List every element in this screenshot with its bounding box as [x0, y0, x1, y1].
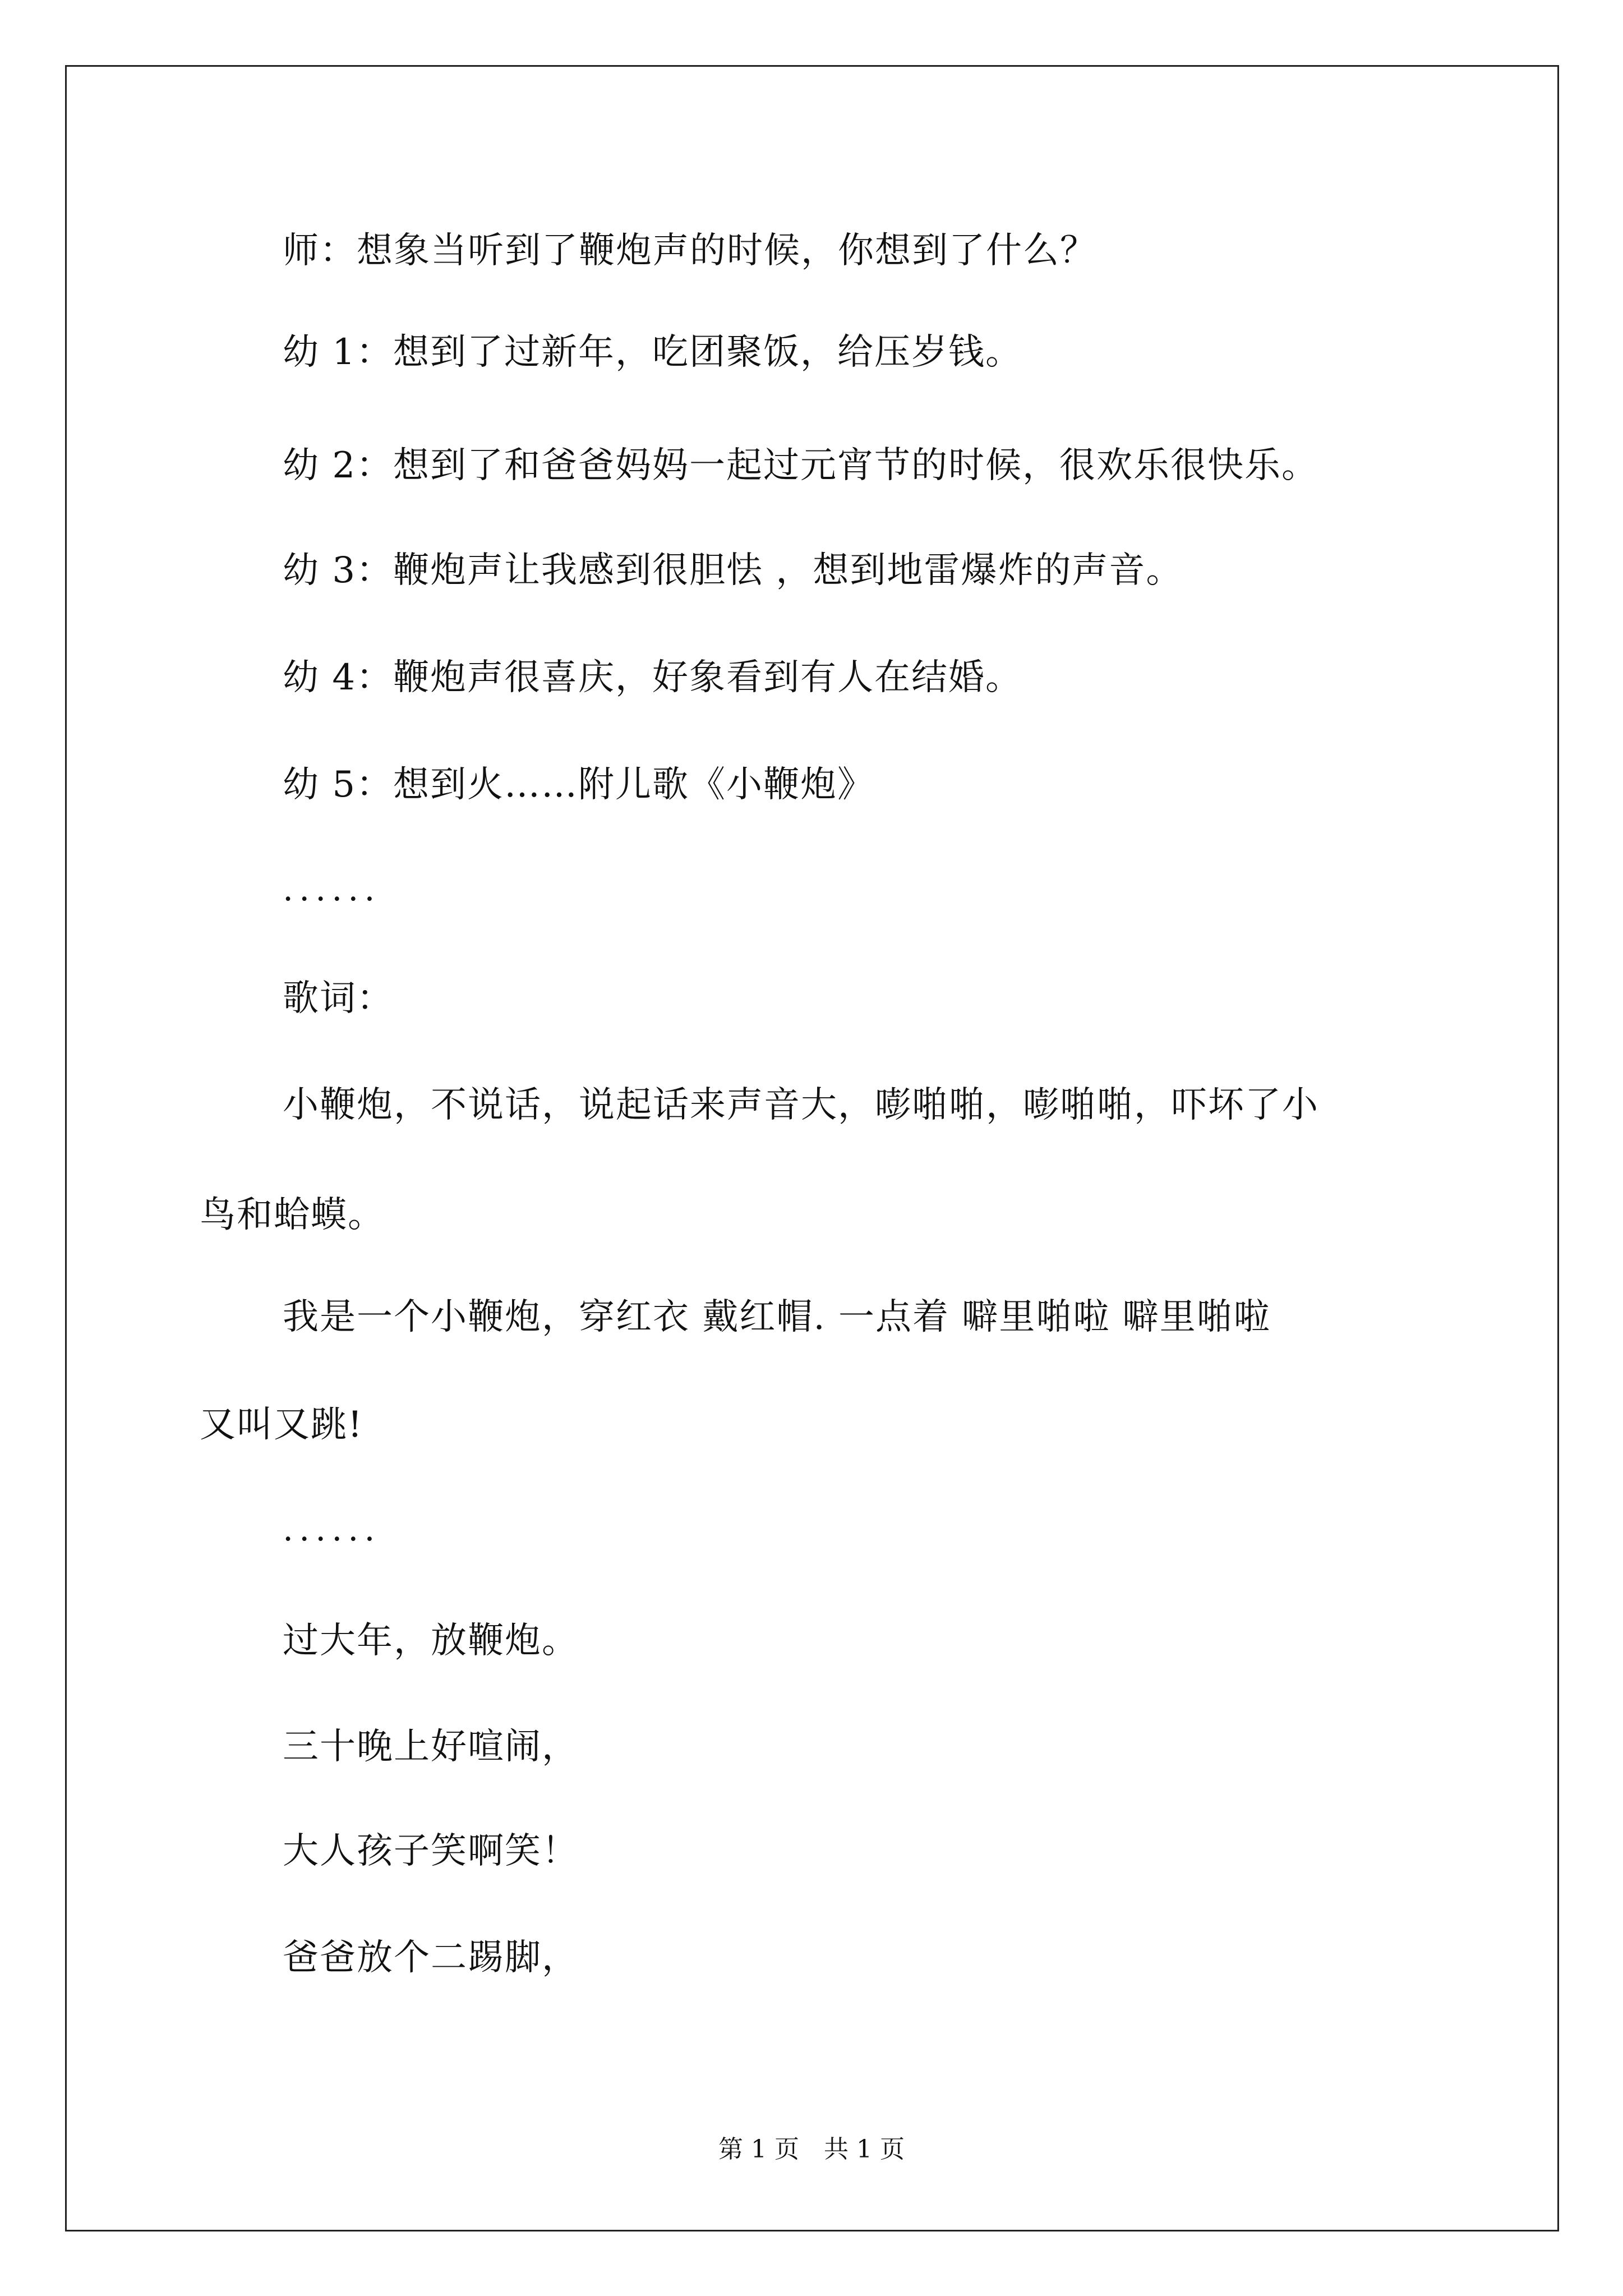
text-line: 鸟和蛤蟆。	[200, 1194, 385, 1236]
ellipsis-line: ......	[283, 1510, 381, 1549]
text-line: 我是一个小鞭炮，穿红衣 戴红帽. 一点着 噼里啪啦 噼里啪啦	[283, 1296, 1271, 1338]
text-line: 幼 1：想到了过新年，吃团聚饭，给压岁钱。	[283, 332, 1023, 373]
text-line: 幼 2：想到了和爸爸妈妈一起过元宵节的时候，很欢乐很快乐。	[283, 445, 1319, 486]
text-line: 幼 4：鞭炮声很喜庆，好象看到有人在结婚。	[283, 657, 1023, 698]
text-line: 又叫又跳!	[200, 1404, 363, 1446]
text-line: 幼 3：鞭炮声让我感到很胆怯 ，想到地雷爆炸的声音。	[283, 550, 1183, 591]
page-border	[65, 65, 1559, 2231]
text-line: 三十晚上好喧闹，	[283, 1726, 579, 1768]
text-line: 过大年，放鞭炮。	[283, 1620, 579, 1662]
text-line: 大人孩子笑啊笑！	[283, 1830, 579, 1872]
text-line: 爸爸放个二踢脚，	[283, 1937, 579, 1978]
page-footer: 第 1 页 共 1 页	[718, 2135, 905, 2164]
text-line: 小鞭炮，不说话，说起话来声音大，嘭啪啪，嘭啪啪，吓坏了小	[283, 1084, 1319, 1126]
text-line: 幼 5：想到火……附儿歌《小鞭炮》	[283, 764, 875, 806]
ellipsis-line: ......	[283, 869, 381, 909]
text-line: 歌词：	[283, 978, 394, 1019]
text-line: 师：想象当听到了鞭炮声的时候，你想到了什么？	[283, 230, 1097, 272]
